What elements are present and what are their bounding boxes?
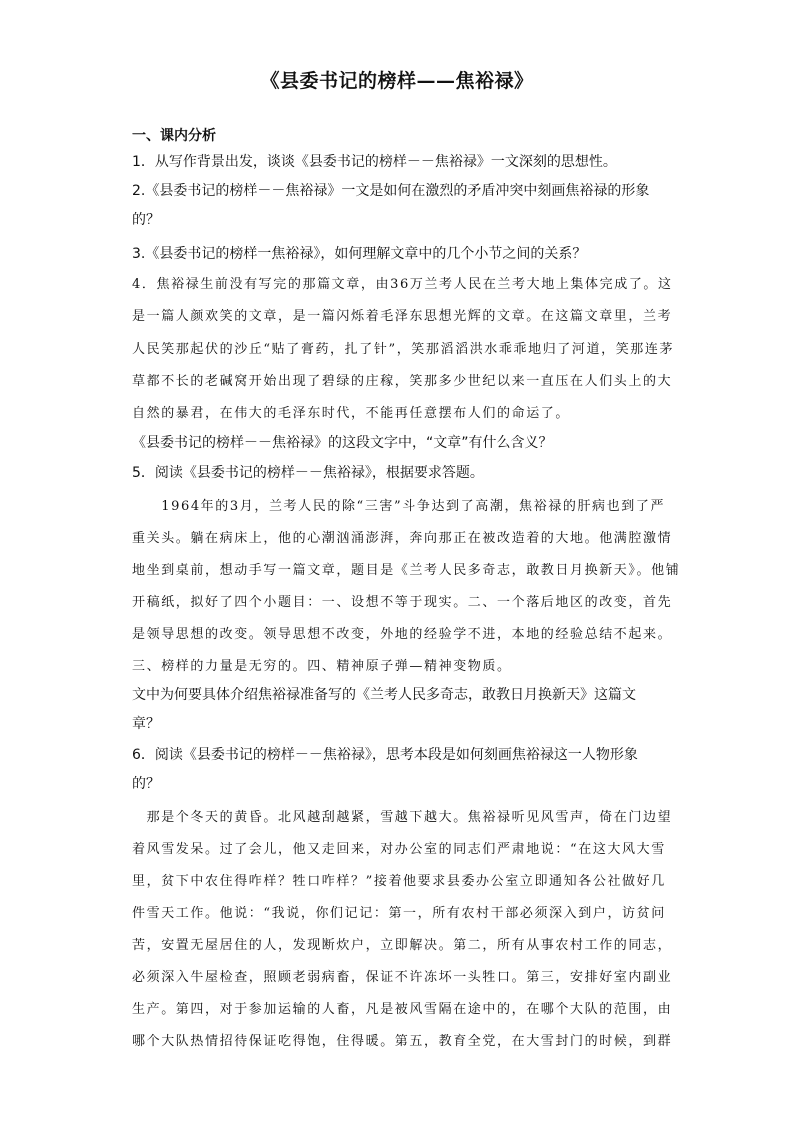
question-5-passage-line-1: 1964年的3月，兰考人民的除“三害”斗争达到了高潮，焦裕禄的肝病也到了严 <box>132 499 666 514</box>
question-5-question-line-1: 文中为何要具体介绍焦裕禄准备写的《兰考人民多奇志，敢教日月换新天》这篇文 <box>132 687 636 703</box>
question-6-passage-line-7: 生产。第四，对于参加运输的人畜，凡是被风雪隔在途中的，在哪个大队的范围，由 <box>132 1002 673 1017</box>
question-4-line-2: 是一篇人颜欢笑的文章，是一篇闪烁着毛泽东思想光辉的文章。在这篇文章里，兰考 <box>132 309 673 324</box>
question-1: 1．从写作背景出发，谈谈《县委书记的榜样－－焦裕禄》一文深刻的思想性。 <box>132 154 617 170</box>
question-5-passage-line-5: 是领导思想的改变。领导思想不改变，外地的经验学不进，本地的经验总结不起来。 <box>132 627 673 642</box>
question-2-line-2: 的？ <box>132 212 160 228</box>
question-4-line-1: 4．焦裕禄生前没有写完的那篇文章，由36万兰考人民在兰考大地上集体完成了。这 <box>132 277 673 292</box>
question-6-line-2: 的？ <box>132 776 160 792</box>
question-5-prompt: 5．阅读《县委书记的榜样－－焦裕禄》，根据要求答题。 <box>132 465 484 481</box>
question-5-passage-line-2: 重关头。躺在病床上，他的心潮汹涌澎湃，奔向那正在被改造着的大地。他满腔激情 <box>132 531 673 546</box>
question-6-passage-line-1: 那是个冬天的黄昏。北风越刮越紧，雪越下越大。焦裕禄听见风雪声，倚在门边望 <box>132 810 673 825</box>
question-6-passage-line-3: 里，贫下中农住得咋样？牲口咋样？”接着他要求县委办公室立即通知各公社做好几 <box>132 874 666 889</box>
question-5-passage-line-6: 三、榜样的力量是无穷的。四、精神原子弹—精神变物质。 <box>132 659 512 674</box>
question-4-line-4: 草都不长的老碱窝开始出现了碧绿的庄稼，笑那多少世纪以来一直压在人们头上的大 <box>132 374 673 389</box>
question-4-line-3: 人民笑那起伏的沙丘“贴了膏药，扎了针”，笑那滔滔洪水乖乖地归了河道，笑那连茅 <box>132 342 675 357</box>
question-5-question-line-2: 章？ <box>132 716 160 732</box>
question-5-passage-line-4: 开稿纸，拟好了四个小题目：一、设想不等于现实。二、一个落后地区的改变，首先 <box>132 595 673 610</box>
question-2-line-1: 2.《县委书记的榜样－－焦裕禄》一文是如何在激烈的矛盾冲突中刻画焦裕禄的形象 <box>132 183 650 199</box>
question-6-passage-line-4: 件雪天工作。他说：“我说，你们记记：第一，所有农村干部必须深入到户，访贫问 <box>132 906 666 921</box>
question-4-prompt: 《县委书记的榜样－－焦裕禄》的这段文字中，“文章”有什么含义？ <box>132 435 553 451</box>
section-heading: 一、课内分析 <box>132 128 216 144</box>
question-6-passage-line-8: 哪个大队热情招待保证吃得饱，住得暖。第五，教育全党，在大雪封门的时候，到群 <box>132 1034 673 1049</box>
question-6-passage-line-2: 着风雪发呆。过了会儿，他又走回来，对办公室的同志们严肃地说：“在这大风大雪 <box>132 842 666 857</box>
question-4-line-5: 自然的暴君，在伟大的毛泽东时代，不能再任意摆布人们的命运了。 <box>132 406 571 421</box>
question-6-line-1: 6．阅读《县委书记的榜样－－焦裕禄》，思考本段是如何刻画焦裕禄这一人物形象 <box>132 747 638 763</box>
document-title: 《县委书记的榜样——焦裕禄》 <box>260 70 534 92</box>
question-3: 3.《县委书记的榜样一焦裕禄》，如何理解文章中的几个小节之间的关系？ <box>132 246 587 262</box>
question-5-passage-line-3: 地坐到桌前，想动手写一篇文章，题目是《兰考人民多奇志，敢教日月换新天》。他铺 <box>132 563 681 578</box>
question-6-passage-line-5: 苦，安置无屋居住的人，发现断炊户，立即解决。第二，所有从事农村工作的同志， <box>132 938 673 953</box>
question-6-passage-line-6: 必须深入牛屋检查，照顾老弱病畜，保证不许冻坏一头牲口。第三，安排好室内副业 <box>132 970 673 985</box>
